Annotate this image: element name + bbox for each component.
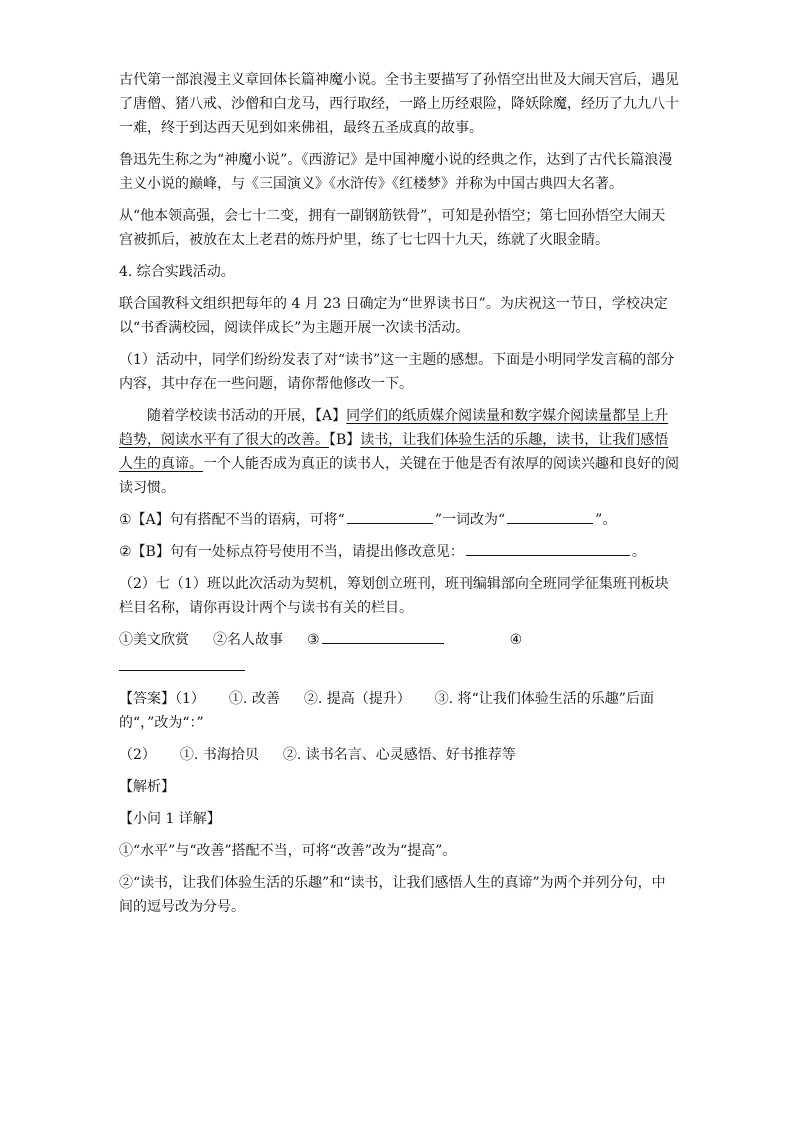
tag-b: 【B】 [329, 432, 361, 448]
answer-1-1: ①. 改善 [228, 691, 280, 707]
option-4: ④ [509, 632, 523, 648]
option-2: ②名人故事 [213, 632, 283, 648]
blank-a2[interactable] [507, 509, 593, 524]
question-a [119, 508, 679, 532]
question-a-prefix: ①【A】句有搭配不当的语病，可将“ [119, 512, 345, 528]
speech-lead: 随着学校读书活动的开展， [147, 408, 315, 424]
question-b-prefix: ②【B】句有一处标点符号使用不当，请提出修改意见： [119, 544, 464, 560]
blank-a1[interactable] [347, 509, 433, 524]
detail-1: ①“水平”与“改善”搭配不当，可将“改善”改为“提高”。 [119, 843, 457, 859]
subquestion-1: （1）活动中，同学们纷纷发表了对“读书”这一主题的感想。下面是小明同学发言稿的部分内容，其中存在一些问题，请你帮他修改一下。 [119, 352, 675, 392]
speech-excerpt [119, 404, 679, 500]
paragraph-lu-xun: 鲁迅先生称之为“神魔小说”。《西游记》是中国神魔小说的经典之作，达到了古代长篇浪漫主义小说的巅峰，与《三国演义》《水浒传》《红楼梦》并称为中国古典四大名著。 [119, 152, 673, 192]
detail-heading: 【小问 1 详解】 [119, 811, 221, 827]
speech-rest: 一个人能否成为真正的读书人，关键在于他是否有浓厚的阅读兴趣和良好的阅读习惯。 [119, 456, 679, 496]
tag-a: 【A】 [315, 408, 347, 424]
question-a-suffix: ”。 [595, 512, 617, 528]
document-page [119, 68, 679, 927]
sentence-a: 同学们的纸质媒介阅读量和数字媒介阅读量都呈上升趋势，阅读水平有了很大的改善。 [119, 408, 669, 448]
paragraph-summary: 古代第一部浪漫主义章回体长篇神魔小说。全书主要描写了孙悟空出世及大闹天宫后，遇见了唐僧、猪八戒、沙僧和白龙马，西行取经，一路上历经艰险，降妖除魔，经历了九九八十一难，终于到达西天见到如来佛祖，最终五圣成真的故事。 [119, 72, 679, 136]
sentence-b: 读书，让我们体验生活的乐趣，读书，让我们感悟人生的真谛。 [119, 432, 669, 472]
answer-2-1: ①. 书海拾贝 [179, 747, 259, 763]
question-b-suffix: 。 [631, 544, 646, 560]
answer-1-3: ③. 将“让我们体验生活的乐趣”后面的“，”改为“：” [119, 691, 654, 731]
question-a-mid: ”一词改为“ [434, 512, 506, 528]
detail-2: ②“读书，让我们体验生活的乐趣”和“读书，让我们感悟人生的真谛”为两个并列分句，中间的逗号改为分号。 [119, 875, 666, 915]
answer-1-2: ②. 提高（提升） [303, 691, 411, 707]
answer-line-1 [119, 687, 679, 735]
answer-line-2 [119, 743, 679, 767]
answer-separator [119, 670, 245, 671]
paragraph-sun-wukong: 从“他本领高强，会七十二变，拥有一副钢筋铁骨”，可知是孙悟空；第七回孙悟空大闹天宫被抓后，被放在太上老君的炼丹炉里，练了七七四十九天，练就了火眼金睛。 [119, 208, 666, 248]
column-options [119, 628, 679, 652]
analysis-heading: 【解析】 [119, 779, 175, 795]
blank-b[interactable] [466, 541, 630, 556]
answer-2-2: ②. 读书名言、心灵感悟、好书推荐等 [282, 747, 516, 763]
blank-option-3[interactable] [322, 629, 444, 644]
option-3-label: ③ [307, 632, 320, 648]
answer-2-label: （2） [119, 747, 156, 763]
question-b [119, 540, 679, 564]
question-4-title: 4. 综合实践活动。 [119, 264, 235, 280]
answer-label: 【答案】（1） [119, 691, 205, 707]
option-1: ①美文欣赏 [119, 632, 189, 648]
question-4-intro: 联合国教科文组织把每年的 4 月 23 日确定为“世界读书日”。为庆祝这一节日，学校决定以“书香满校园，阅读伴成长”为主题开展一次读书活动。 [119, 296, 668, 336]
option-3 [307, 628, 446, 652]
subquestion-2: （2）七（1）班以此次活动为契机，筹划创立班刊，班刊编辑部向全班同学征集班刊板块栏目名称，请你再设计两个与读书有关的栏目。 [119, 576, 669, 616]
